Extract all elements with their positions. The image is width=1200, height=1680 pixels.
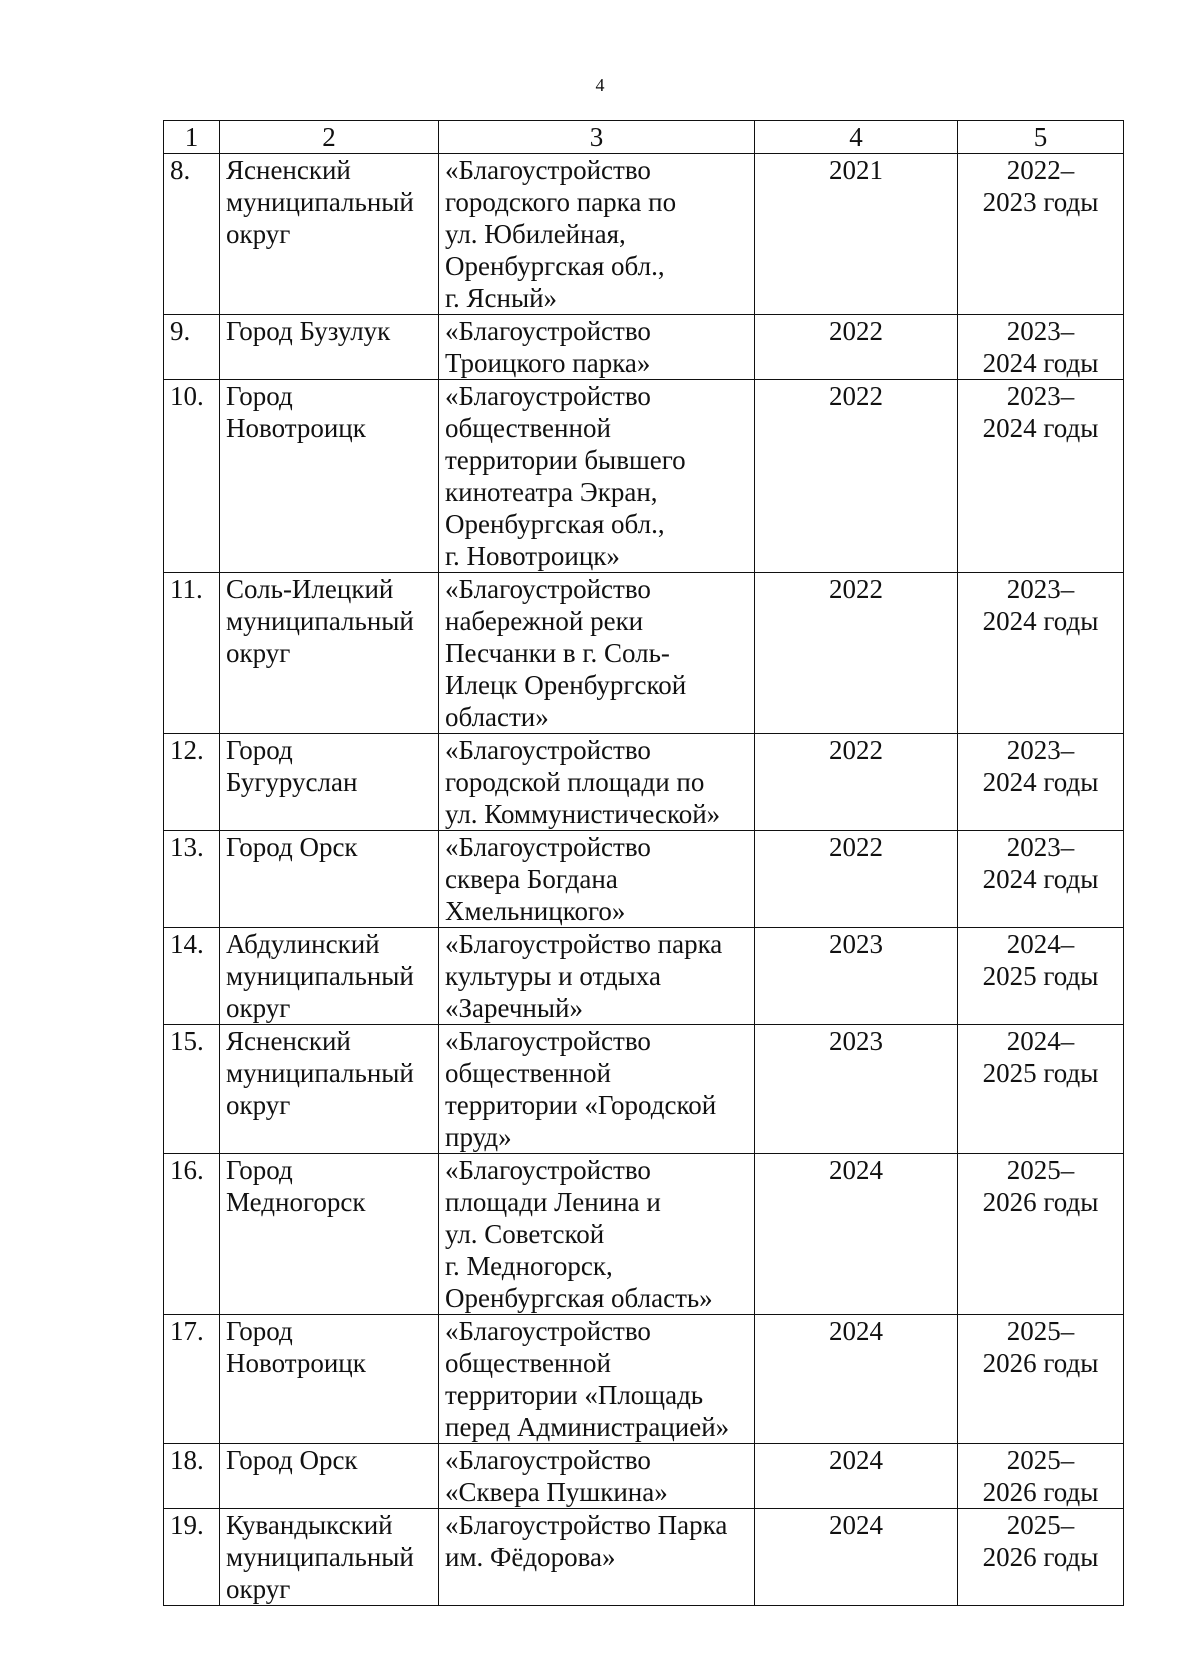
period-cell: 2024– 2025 годы xyxy=(958,928,1124,1025)
table-row xyxy=(164,928,1124,1025)
municipality-cell: Город Новотроицк xyxy=(220,380,439,573)
table-row xyxy=(164,831,1124,928)
projects-table xyxy=(163,120,1124,1606)
project-cell: «Благоустройство сквера Богдана Хмельницкого» xyxy=(439,831,755,928)
column-header: 4 xyxy=(755,121,958,154)
municipality-cell: Город Орск xyxy=(220,1444,439,1509)
period-cell: 2022– 2023 годы xyxy=(958,154,1124,315)
row-number-cell: 9. xyxy=(164,315,220,380)
page-number: 4 xyxy=(595,75,605,95)
table-header xyxy=(164,121,1124,154)
municipality-cell: Город Бугуруслан xyxy=(220,734,439,831)
project-cell: «Благоустройство общественной территории «Площадь перед Администрацией» xyxy=(439,1315,755,1444)
municipality-cell: Ясненский муниципальный округ xyxy=(220,1025,439,1154)
municipality-cell: Город Медногорск xyxy=(220,1154,439,1315)
year-cell: 2023 xyxy=(755,928,958,1025)
year-cell: 2023 xyxy=(755,1025,958,1154)
municipality-cell: Город Орск xyxy=(220,831,439,928)
row-number-cell: 18. xyxy=(164,1444,220,1509)
period-cell: 2025– 2026 годы xyxy=(958,1444,1124,1509)
project-cell: «Благоустройство городского парка по ул. Юбилейная, Оренбургская обл., г. Ясный» xyxy=(439,154,755,315)
project-cell: «Благоустройство общественной территории «Городской пруд» xyxy=(439,1025,755,1154)
row-number-cell: 13. xyxy=(164,831,220,928)
municipality-cell: Город Новотроицк xyxy=(220,1315,439,1444)
row-number-cell: 15. xyxy=(164,1025,220,1154)
table-row xyxy=(164,1154,1124,1315)
column-header: 3 xyxy=(439,121,755,154)
column-header: 1 xyxy=(164,121,220,154)
row-number-cell: 14. xyxy=(164,928,220,1025)
table-row xyxy=(164,1025,1124,1154)
municipality-cell: Кувандыкский муниципальный округ xyxy=(220,1509,439,1606)
table-row xyxy=(164,573,1124,734)
period-cell: 2023– 2024 годы xyxy=(958,315,1124,380)
year-cell: 2022 xyxy=(755,380,958,573)
year-cell: 2024 xyxy=(755,1154,958,1315)
table-row xyxy=(164,154,1124,315)
year-cell: 2021 xyxy=(755,154,958,315)
project-cell: «Благоустройство общественной территории бывшего кинотеатра Экран, Оренбургская обл., г. Новотроицк» xyxy=(439,380,755,573)
project-cell: «Благоустройство «Сквера Пушкина» xyxy=(439,1444,755,1509)
period-cell: 2025– 2026 годы xyxy=(958,1509,1124,1606)
row-number-cell: 17. xyxy=(164,1315,220,1444)
project-cell: «Благоустройство Парка им. Фёдорова» xyxy=(439,1509,755,1606)
year-cell: 2022 xyxy=(755,573,958,734)
period-cell: 2023– 2024 годы xyxy=(958,380,1124,573)
year-cell: 2022 xyxy=(755,734,958,831)
column-header: 2 xyxy=(220,121,439,154)
project-cell: «Благоустройство городской площади по ул. Коммунистической» xyxy=(439,734,755,831)
column-header: 5 xyxy=(958,121,1124,154)
project-cell: «Благоустройство площади Ленина и ул. Советской г. Медногорск, Оренбургская область» xyxy=(439,1154,755,1315)
municipality-cell: Город Бузулук xyxy=(220,315,439,380)
row-number-cell: 16. xyxy=(164,1154,220,1315)
table-row xyxy=(164,1315,1124,1444)
project-cell: «Благоустройство парка культуры и отдыха «Заречный» xyxy=(439,928,755,1025)
table-row xyxy=(164,380,1124,573)
period-cell: 2023– 2024 годы xyxy=(958,734,1124,831)
municipality-cell: Соль-Илецкий муниципальный округ xyxy=(220,573,439,734)
table-row xyxy=(164,734,1124,831)
table-row xyxy=(164,315,1124,380)
municipality-cell: Ясненский муниципальный округ xyxy=(220,154,439,315)
table-row xyxy=(164,1509,1124,1606)
municipality-cell: Абдулинский муниципальный округ xyxy=(220,928,439,1025)
period-cell: 2025– 2026 годы xyxy=(958,1154,1124,1315)
row-number-cell: 8. xyxy=(164,154,220,315)
year-cell: 2024 xyxy=(755,1315,958,1444)
table-header-row xyxy=(164,121,1124,154)
row-number-cell: 12. xyxy=(164,734,220,831)
table-row xyxy=(164,1444,1124,1509)
row-number-cell: 10. xyxy=(164,380,220,573)
table-body xyxy=(164,154,1124,1606)
year-cell: 2022 xyxy=(755,831,958,928)
year-cell: 2024 xyxy=(755,1509,958,1606)
period-cell: 2023– 2024 годы xyxy=(958,831,1124,928)
project-cell: «Благоустройство Троицкого парка» xyxy=(439,315,755,380)
period-cell: 2024– 2025 годы xyxy=(958,1025,1124,1154)
year-cell: 2024 xyxy=(755,1444,958,1509)
year-cell: 2022 xyxy=(755,315,958,380)
row-number-cell: 19. xyxy=(164,1509,220,1606)
period-cell: 2025– 2026 годы xyxy=(958,1315,1124,1444)
project-cell: «Благоустройство набережной реки Песчанки в г. Соль- Илецк Оренбургской области» xyxy=(439,573,755,734)
period-cell: 2023– 2024 годы xyxy=(958,573,1124,734)
row-number-cell: 11. xyxy=(164,573,220,734)
